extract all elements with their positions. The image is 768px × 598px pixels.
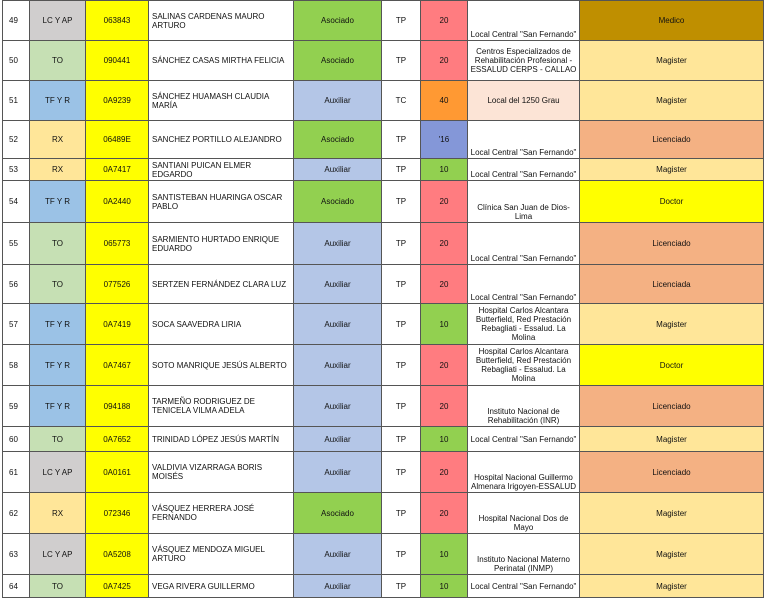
hours-cell: 20 [421,493,468,534]
category-cell: Asociado [294,41,382,81]
condition-cell: TP [382,181,421,223]
row-number: 59 [3,386,30,427]
table-row [3,159,764,181]
code-cell: 0A9239 [86,81,149,121]
row-number: 61 [3,452,30,493]
table-row [3,493,764,534]
row-number: 49 [3,1,30,41]
category-cell: Auxiliar [294,427,382,452]
specialty-cell: TF Y R [30,81,86,121]
name-cell: SERTZEN FERNÁNDEZ CLARA LUZ [149,265,294,304]
hours-cell: 20 [421,452,468,493]
condition-cell: TP [382,534,421,575]
hours-cell: 10 [421,159,468,181]
hours-cell: 20 [421,223,468,265]
category-cell: Auxiliar [294,265,382,304]
specialty-cell: RX [30,159,86,181]
name-cell: SANTISTEBAN HUARINGA OSCAR PABLO [149,181,294,223]
hours-cell: 20 [421,181,468,223]
specialty-cell: LC Y AP [30,1,86,41]
category-cell: Auxiliar [294,223,382,265]
degree-cell: Licenciado [580,223,764,265]
row-number: 50 [3,41,30,81]
category-cell: Auxiliar [294,386,382,427]
degree-cell: Magister [580,427,764,452]
location-cell: Hospital Carlos Alcantara Butterfield, Red Prestación Rebagliati - Essalud. La Molina [468,304,580,345]
hours-cell: 10 [421,575,468,598]
degree-cell: Magister [580,304,764,345]
hours-cell: 20 [421,345,468,386]
table-row [3,41,764,81]
specialty-cell: TF Y R [30,304,86,345]
location-cell: Centros Especializados de Rehabilitación Profesional - ESSALUD CERPS - CALLAO [468,41,580,81]
condition-cell: TP [382,121,421,159]
condition-cell: TP [382,1,421,41]
row-number: 56 [3,265,30,304]
hours-cell: 20 [421,41,468,81]
row-number: 63 [3,534,30,575]
location-cell: Local Central "San Fernando" [468,575,580,598]
location-cell: Hospital Nacional Guillermo Almenara Irigoyen-ESSALUD [468,452,580,493]
table-row [3,223,764,265]
name-cell: SOTO MANRIQUE JESÚS ALBERTO [149,345,294,386]
location-cell: Local Central "San Fernando" [468,1,580,41]
condition-cell: TP [382,223,421,265]
specialty-cell: TF Y R [30,386,86,427]
row-number: 64 [3,575,30,598]
specialty-cell: TO [30,41,86,81]
hours-cell: 40 [421,81,468,121]
degree-cell: Licenciado [580,452,764,493]
specialty-cell: TF Y R [30,181,86,223]
name-cell: TRINIDAD LÓPEZ JESÚS MARTÍN [149,427,294,452]
table-row [3,534,764,575]
row-number: 60 [3,427,30,452]
category-cell: Asociado [294,121,382,159]
code-cell: 0A2440 [86,181,149,223]
row-number: 55 [3,223,30,265]
specialty-cell: RX [30,493,86,534]
table-row [3,452,764,493]
table-row [3,121,764,159]
category-cell: Auxiliar [294,345,382,386]
condition-cell: TC [382,81,421,121]
table-row [3,181,764,223]
specialty-cell: RX [30,121,86,159]
specialty-cell: TO [30,223,86,265]
hours-cell: '16 [421,121,468,159]
specialty-cell: TO [30,575,86,598]
hours-cell: 20 [421,265,468,304]
name-cell: VÁSQUEZ MENDOZA MIGUEL ARTURO [149,534,294,575]
code-cell: 090441 [86,41,149,81]
location-cell: Local Central "San Fernando" [468,265,580,304]
location-cell: Instituto Nacional Materno Perinatal (INMP) [468,534,580,575]
location-cell: Hospital Nacional Dos de Mayo [468,493,580,534]
table-row [3,81,764,121]
code-cell: 065773 [86,223,149,265]
condition-cell: TP [382,493,421,534]
code-cell: 06489E [86,121,149,159]
code-cell: 0A0161 [86,452,149,493]
hours-cell: 20 [421,1,468,41]
row-number: 53 [3,159,30,181]
name-cell: SALINAS CARDENAS MAURO ARTURO [149,1,294,41]
degree-cell: Magister [580,493,764,534]
condition-cell: TP [382,575,421,598]
name-cell: SARMIENTO HURTADO ENRIQUE EDUARDO [149,223,294,265]
code-cell: 0A7417 [86,159,149,181]
name-cell: SOCA SAAVEDRA LIRIA [149,304,294,345]
location-cell: Local del 1250 Grau [468,81,580,121]
specialty-cell: TO [30,265,86,304]
category-cell: Auxiliar [294,575,382,598]
location-cell: Local Central "San Fernando" [468,159,580,181]
code-cell: 0A7425 [86,575,149,598]
category-cell: Asociado [294,1,382,41]
row-number: 54 [3,181,30,223]
degree-cell: Doctor [580,345,764,386]
row-number: 62 [3,493,30,534]
name-cell: VEGA RIVERA GUILLERMO [149,575,294,598]
degree-cell: Medico [580,1,764,41]
specialty-cell: LC Y AP [30,534,86,575]
condition-cell: TP [382,41,421,81]
code-cell: 0A5208 [86,534,149,575]
location-cell: Local Central "San Fernando" [468,223,580,265]
table-row [3,265,764,304]
category-cell: Auxiliar [294,534,382,575]
specialty-cell: LC Y AP [30,452,86,493]
category-cell: Auxiliar [294,304,382,345]
code-cell: 072346 [86,493,149,534]
code-cell: 0A7467 [86,345,149,386]
name-cell: VÁSQUEZ HERRERA JOSÉ FERNANDO [149,493,294,534]
location-cell: Local Central "San Fernando" [468,427,580,452]
specialty-cell: TO [30,427,86,452]
table-row [3,304,764,345]
condition-cell: TP [382,427,421,452]
name-cell: SANCHEZ PORTILLO ALEJANDRO [149,121,294,159]
row-number: 51 [3,81,30,121]
name-cell: TARMEÑO RODRIGUEZ DE TENICELA VILMA ADELA [149,386,294,427]
location-cell: Local Central "San Fernando" [468,121,580,159]
specialty-cell: TF Y R [30,345,86,386]
row-number: 57 [3,304,30,345]
category-cell: Asociado [294,181,382,223]
hours-cell: 10 [421,304,468,345]
location-cell: Hospital Carlos Alcantara Butterfield, Red Prestación Rebagliati - Essalud. La Molina [468,345,580,386]
location-cell: Clínica San Juan de Dios-Lima [468,181,580,223]
hours-cell: 20 [421,386,468,427]
row-number: 58 [3,345,30,386]
condition-cell: TP [382,304,421,345]
category-cell: Asociado [294,493,382,534]
degree-cell: Licenciada [580,265,764,304]
degree-cell: Doctor [580,181,764,223]
degree-cell: Magister [580,81,764,121]
condition-cell: TP [382,345,421,386]
degree-cell: Magister [580,159,764,181]
degree-cell: Magister [580,41,764,81]
code-cell: 0A7419 [86,304,149,345]
table-row [3,575,764,598]
code-cell: 063843 [86,1,149,41]
degree-cell: Magister [580,575,764,598]
hours-cell: 10 [421,534,468,575]
condition-cell: TP [382,159,421,181]
condition-cell: TP [382,452,421,493]
table-row [3,427,764,452]
category-cell: Auxiliar [294,452,382,493]
name-cell: SÁNCHEZ CASAS MIRTHA FELICIA [149,41,294,81]
condition-cell: TP [382,386,421,427]
name-cell: SÁNCHEZ HUAMASH CLAUDIA MARÍA [149,81,294,121]
degree-cell: Magister [580,534,764,575]
code-cell: 0A7652 [86,427,149,452]
table-row [3,386,764,427]
table-row [3,345,764,386]
code-cell: 094188 [86,386,149,427]
table-row [3,1,764,41]
name-cell: VALDIVIA VIZARRAGA BORIS MOISÉS [149,452,294,493]
location-cell: Instituto Nacional de Rehabilitación (INR) [468,386,580,427]
row-number: 52 [3,121,30,159]
degree-cell: Licenciado [580,386,764,427]
condition-cell: TP [382,265,421,304]
staff-table [2,0,764,598]
code-cell: 077526 [86,265,149,304]
category-cell: Auxiliar [294,81,382,121]
name-cell: SANTIANI PUICAN ELMER EDGARDO [149,159,294,181]
degree-cell: Licenciado [580,121,764,159]
category-cell: Auxiliar [294,159,382,181]
hours-cell: 10 [421,427,468,452]
